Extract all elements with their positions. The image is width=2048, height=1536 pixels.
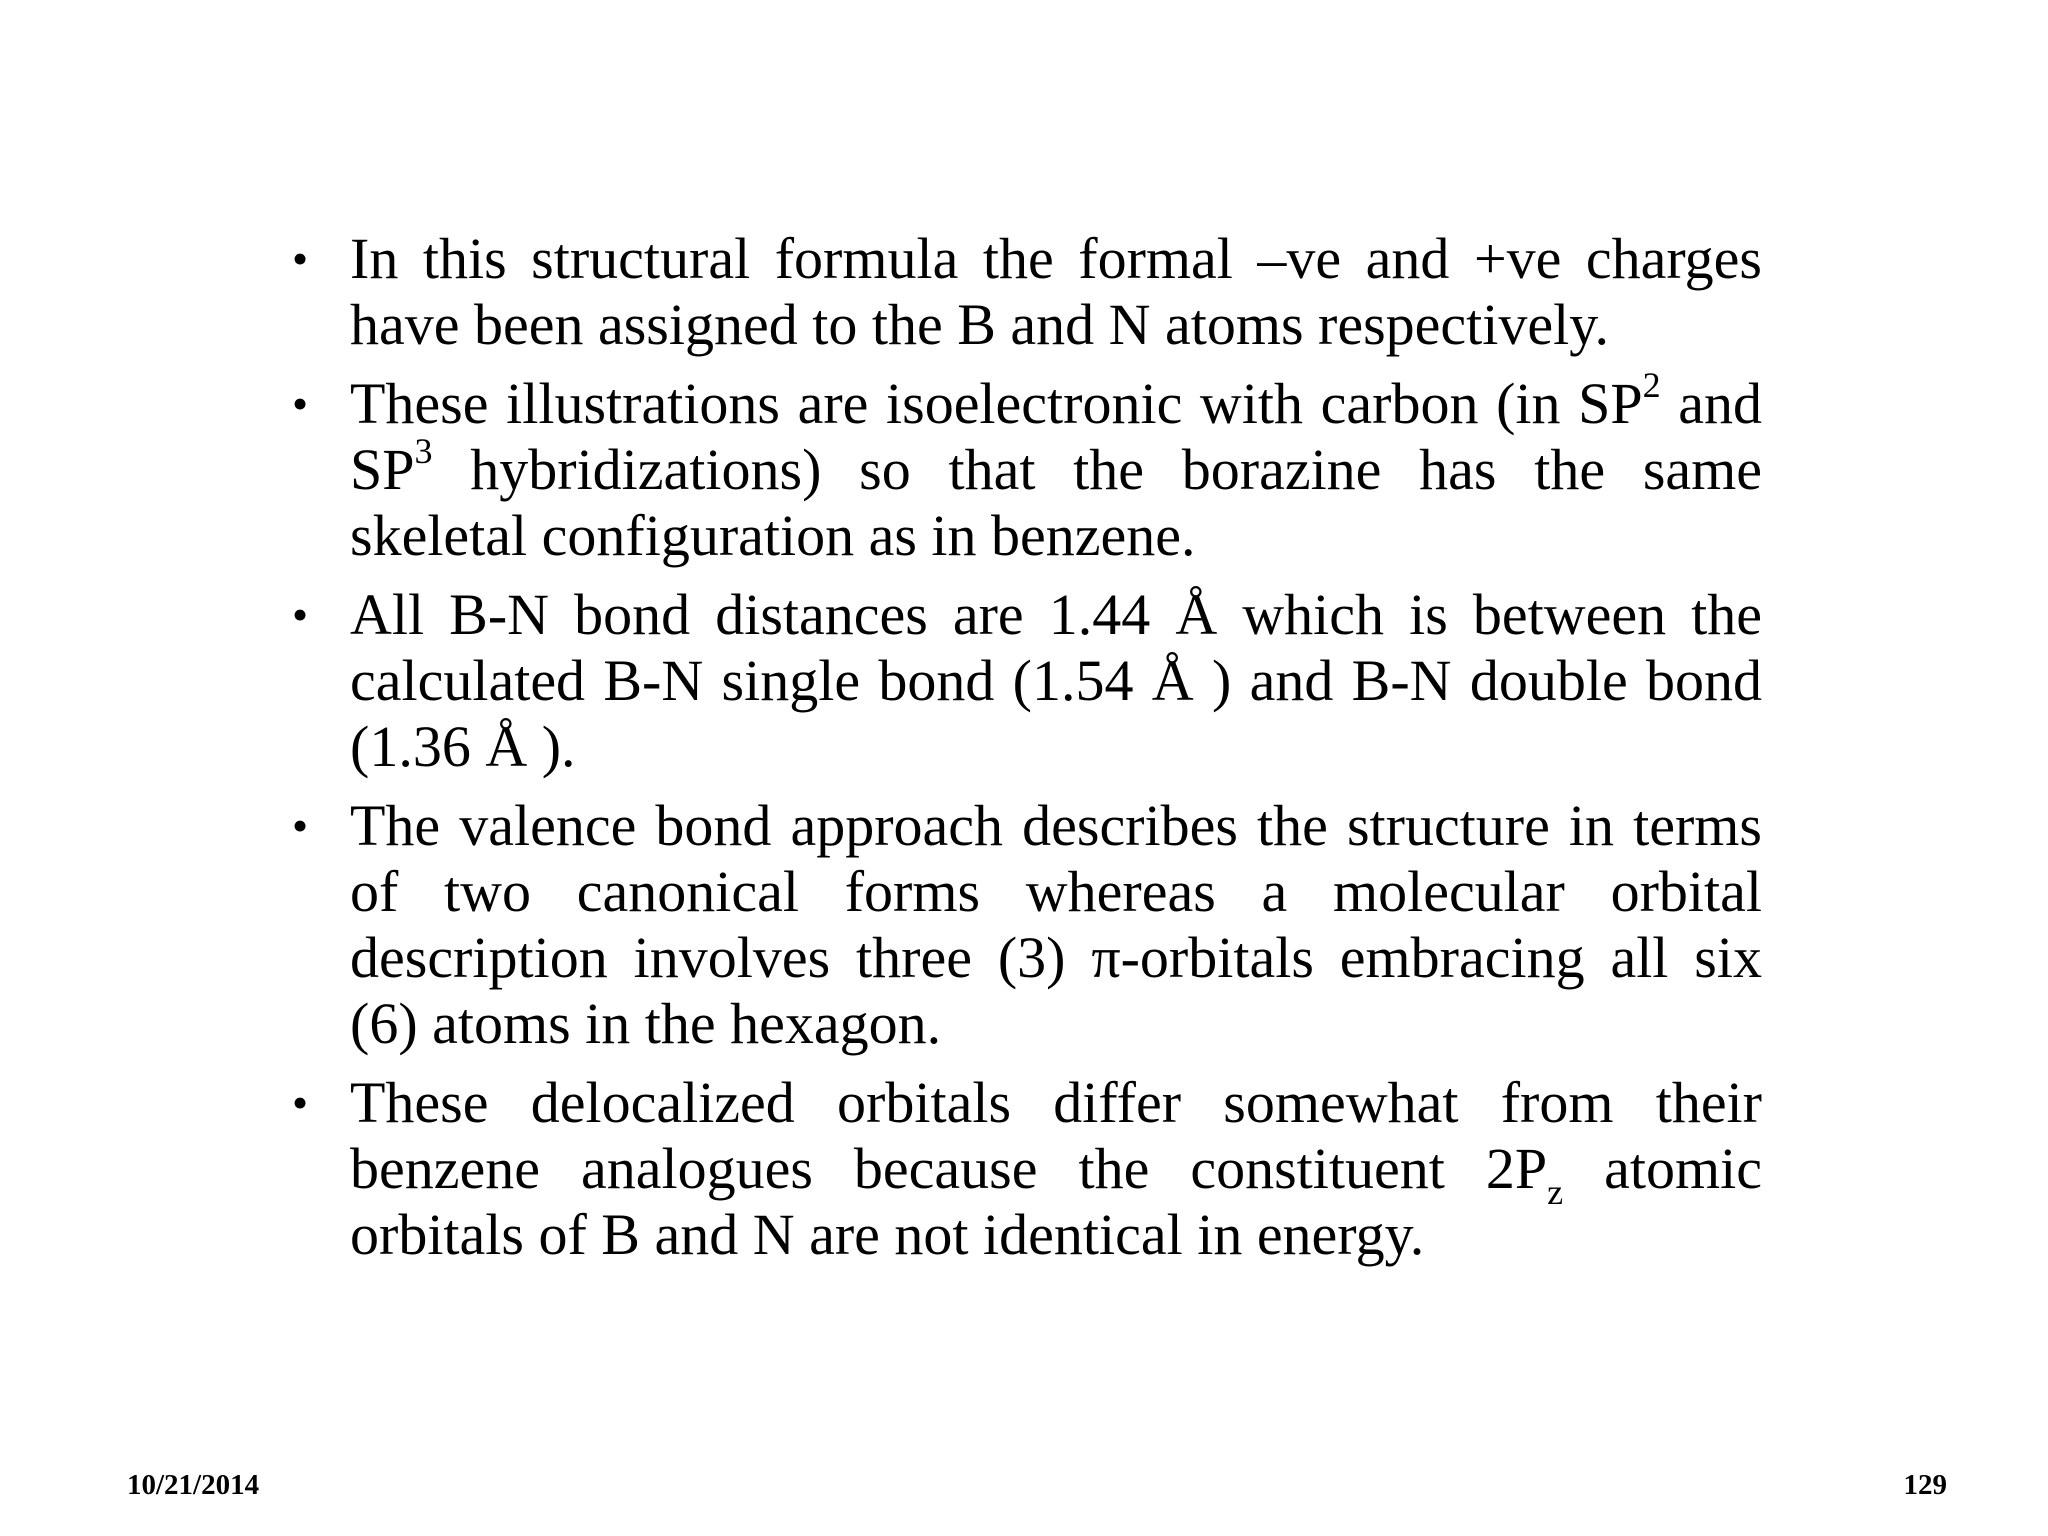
bullet-marker: • xyxy=(292,378,309,429)
subscript: z xyxy=(1547,1172,1564,1212)
bullet-text-part: atomic orbitals of B and N are not identical in energy. xyxy=(350,1136,1762,1267)
bullet-item-3 xyxy=(292,582,1762,780)
bullet-text-part: These delocalized orbitals differ somewhat from their benzene analogues because the constituent 2P xyxy=(350,1070,1762,1201)
bullet-list xyxy=(292,226,1762,1281)
bullet-marker: • xyxy=(292,800,309,851)
superscript: 3 xyxy=(414,431,433,471)
page-number: 129 xyxy=(1903,1469,1947,1501)
bullet-text-part: hybridizations) so that the borazine has the same skeletal configuration as in benzene. xyxy=(350,437,1762,568)
bullet-text-part: These illustrations are isoelectronic with carbon (in SP xyxy=(350,371,1643,436)
footer-date: 10/21/2014 xyxy=(127,1469,260,1501)
bullet-marker: • xyxy=(292,589,309,640)
bullet-item-1 xyxy=(292,226,1762,358)
bullet-item-5 xyxy=(292,1070,1762,1268)
bullet-text: All B-N bond distances are 1.44 Å which is between the calculated B-N single bond (1.54 Å ) and B-N double bond (1.36 Å ). xyxy=(350,582,1762,779)
bullet-text-part: and SP xyxy=(350,371,1762,502)
bullet-marker: • xyxy=(292,233,309,284)
bullet-text: The valence bond approach describes the structure in terms of two canonical forms whereas a molecular orbital description involves three (3) π-orbitals embracing all six (6) atoms in the hexagon. xyxy=(350,793,1762,1056)
bullet-text: In this structural formula the formal –ve and +ve charges have been assigned to the B and N atoms respectively. xyxy=(350,226,1762,357)
bullet-marker: • xyxy=(292,1077,309,1128)
superscript: 2 xyxy=(1642,365,1661,405)
bullet-item-4 xyxy=(292,793,1762,1057)
bullet-item-2 xyxy=(292,365,1762,569)
